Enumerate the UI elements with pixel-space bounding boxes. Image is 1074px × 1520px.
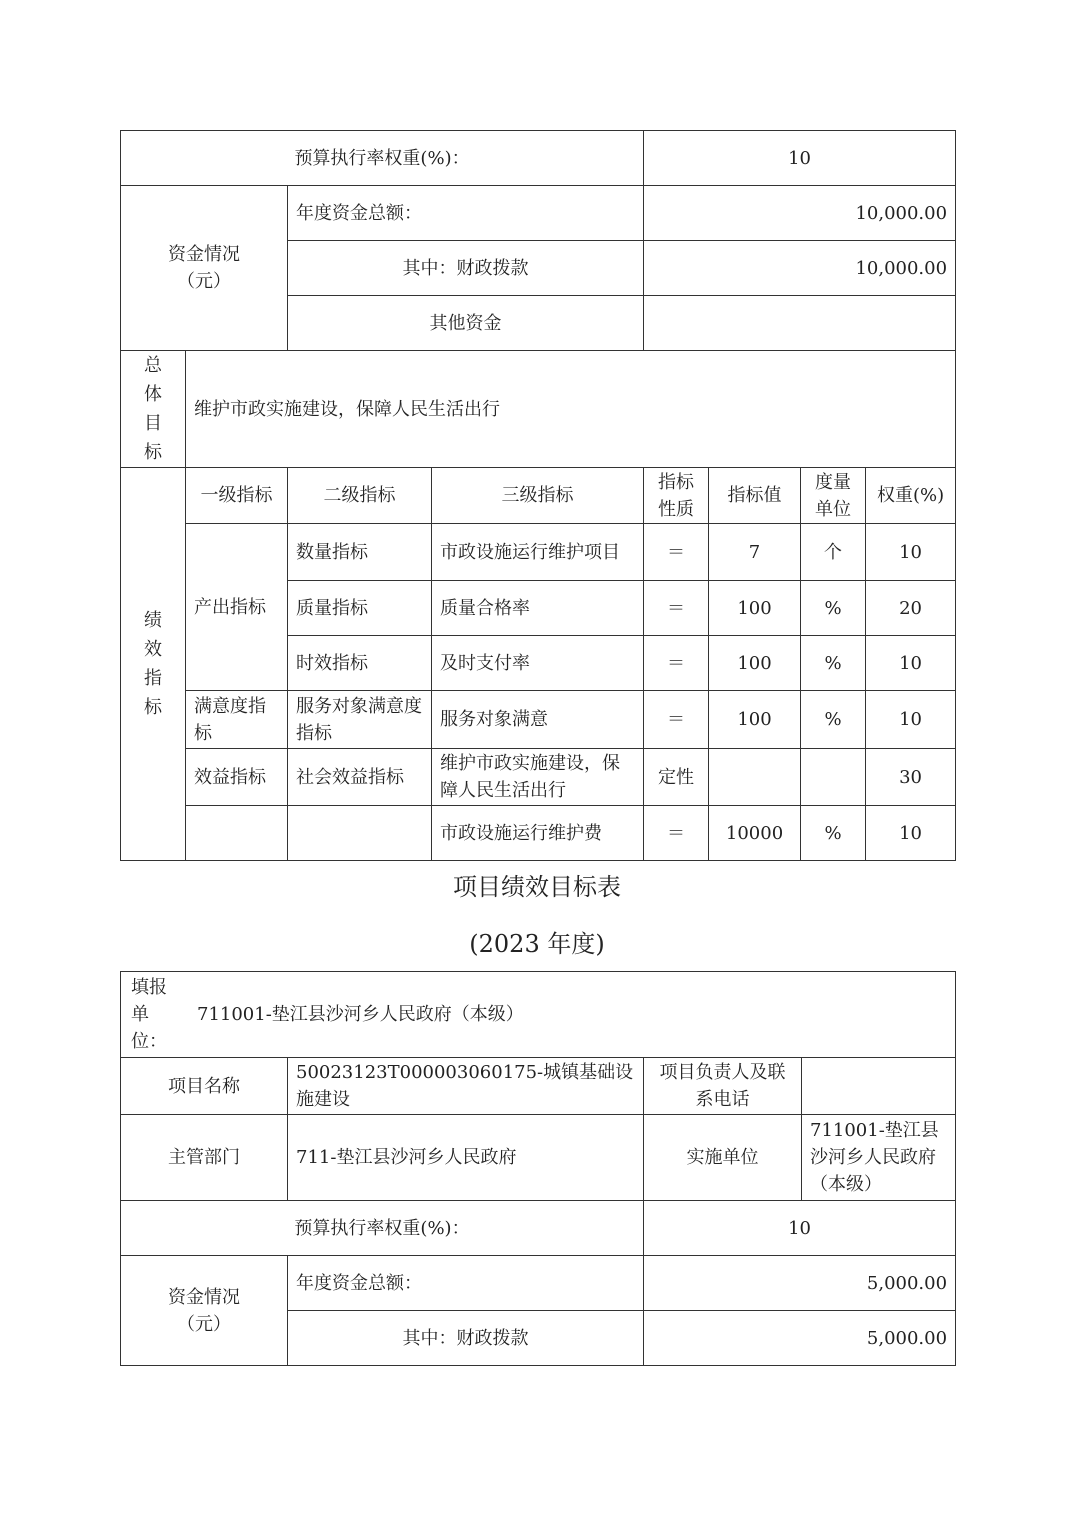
row-level3: 服务对象满意	[432, 691, 644, 749]
row-level3: 质量合格率	[432, 581, 644, 636]
row-weight: 10	[866, 524, 956, 581]
row-nature: ＝	[644, 524, 709, 581]
project-name-label: 项目名称	[121, 1058, 288, 1115]
row-unit: %	[801, 636, 866, 691]
row-value: 10000	[709, 806, 801, 861]
row-weight: 20	[866, 581, 956, 636]
impl-unit-value: 711001-垫江县沙河乡人民政府（本级）	[802, 1115, 956, 1201]
row-level3: 维护市政实施建设，保障人民生活出行	[432, 749, 644, 806]
budget-rate-label: 预算执行率权重(%)：	[121, 1201, 644, 1256]
row-value: 100	[709, 636, 801, 691]
row-level3: 及时支付率	[432, 636, 644, 691]
row-level2: 服务对象满意度指标	[288, 691, 432, 749]
row-nature: ＝	[644, 691, 709, 749]
contact-value	[802, 1058, 956, 1115]
row-value: 100	[709, 581, 801, 636]
row-unit: 个	[801, 524, 866, 581]
performance-indicators-label: 绩 效 指 标	[121, 468, 186, 861]
row-unit	[801, 749, 866, 806]
page-subtitle: (2023 年度)	[469, 930, 605, 958]
other-funds-label: 其他资金	[288, 296, 644, 351]
other-funds-value	[644, 296, 956, 351]
performance-target-table	[120, 971, 956, 1366]
row-level1: 效益指标	[186, 749, 288, 806]
budget-rate-label: 预算执行率权重(%)：	[121, 131, 644, 186]
row-level3: 市政设施运行维护费	[432, 806, 644, 861]
fiscal-label: 其中：财政拨款	[288, 241, 644, 296]
funds-label: 资金情况 （元）	[121, 1256, 288, 1366]
header-level2: 二级指标	[288, 468, 432, 524]
row-weight: 10	[866, 636, 956, 691]
row-level2: 社会效益指标	[288, 749, 432, 806]
dept-label: 主管部门	[121, 1115, 288, 1201]
annual-total-label: 年度资金总额：	[288, 186, 644, 241]
fiscal-value: 10,000.00	[644, 241, 956, 296]
row-nature: ＝	[644, 581, 709, 636]
filler-value: 711001-垫江县沙河乡人民政府（本级）	[197, 1004, 524, 1025]
annual-total-label: 年度资金总额：	[288, 1256, 644, 1311]
row-level1	[186, 806, 288, 861]
row-nature: 定性	[644, 749, 709, 806]
overall-goal-label: 总 体 目 标	[121, 351, 186, 468]
dept-value: 711-垫江县沙河乡人民政府	[288, 1115, 644, 1201]
row-level1: 满意度指标	[186, 691, 288, 749]
filler-row	[121, 972, 956, 1058]
header-value: 指标值	[709, 468, 801, 524]
row-level3: 市政设施运行维护项目	[432, 524, 644, 581]
page-title: 项目绩效目标表	[453, 873, 621, 901]
annual-total-value: 5,000.00	[644, 1256, 956, 1311]
row-level2: 数量指标	[288, 524, 432, 581]
output-indicator-label: 产出指标	[186, 524, 288, 691]
row-weight: 10	[866, 691, 956, 749]
row-level2: 时效指标	[288, 636, 432, 691]
overall-goal-text: 维护市政实施建设，保障人民生活出行	[186, 351, 956, 468]
header-weight: 权重(%)	[866, 468, 956, 524]
row-nature: ＝	[644, 636, 709, 691]
row-unit: %	[801, 806, 866, 861]
annual-total-value: 10,000.00	[644, 186, 956, 241]
performance-target-table-continued	[120, 130, 956, 861]
row-unit: %	[801, 581, 866, 636]
budget-rate-value: 10	[644, 1201, 956, 1256]
row-value: 7	[709, 524, 801, 581]
fiscal-value: 5,000.00	[644, 1311, 956, 1366]
fiscal-label: 其中：财政拨款	[288, 1311, 644, 1366]
row-nature: ＝	[644, 806, 709, 861]
header-unit: 度量 单位	[801, 468, 866, 524]
contact-label: 项目负责人及联系电话	[644, 1058, 802, 1115]
header-level3: 三级指标	[432, 468, 644, 524]
row-weight: 30	[866, 749, 956, 806]
funds-label: 资金情况 （元）	[121, 186, 288, 351]
header-level1: 一级指标	[186, 468, 288, 524]
row-unit: %	[801, 691, 866, 749]
row-level2	[288, 806, 432, 861]
row-weight: 10	[866, 806, 956, 861]
budget-rate-value: 10	[644, 131, 956, 186]
project-name-value: 50023123T000003060175-城镇基础设施建设	[288, 1058, 644, 1115]
row-level2: 质量指标	[288, 581, 432, 636]
header-nature: 指标 性质	[644, 468, 709, 524]
row-value	[709, 749, 801, 806]
row-value: 100	[709, 691, 801, 749]
filler-label: 填报 单 位：	[131, 977, 167, 1052]
impl-unit-label: 实施单位	[644, 1115, 802, 1201]
